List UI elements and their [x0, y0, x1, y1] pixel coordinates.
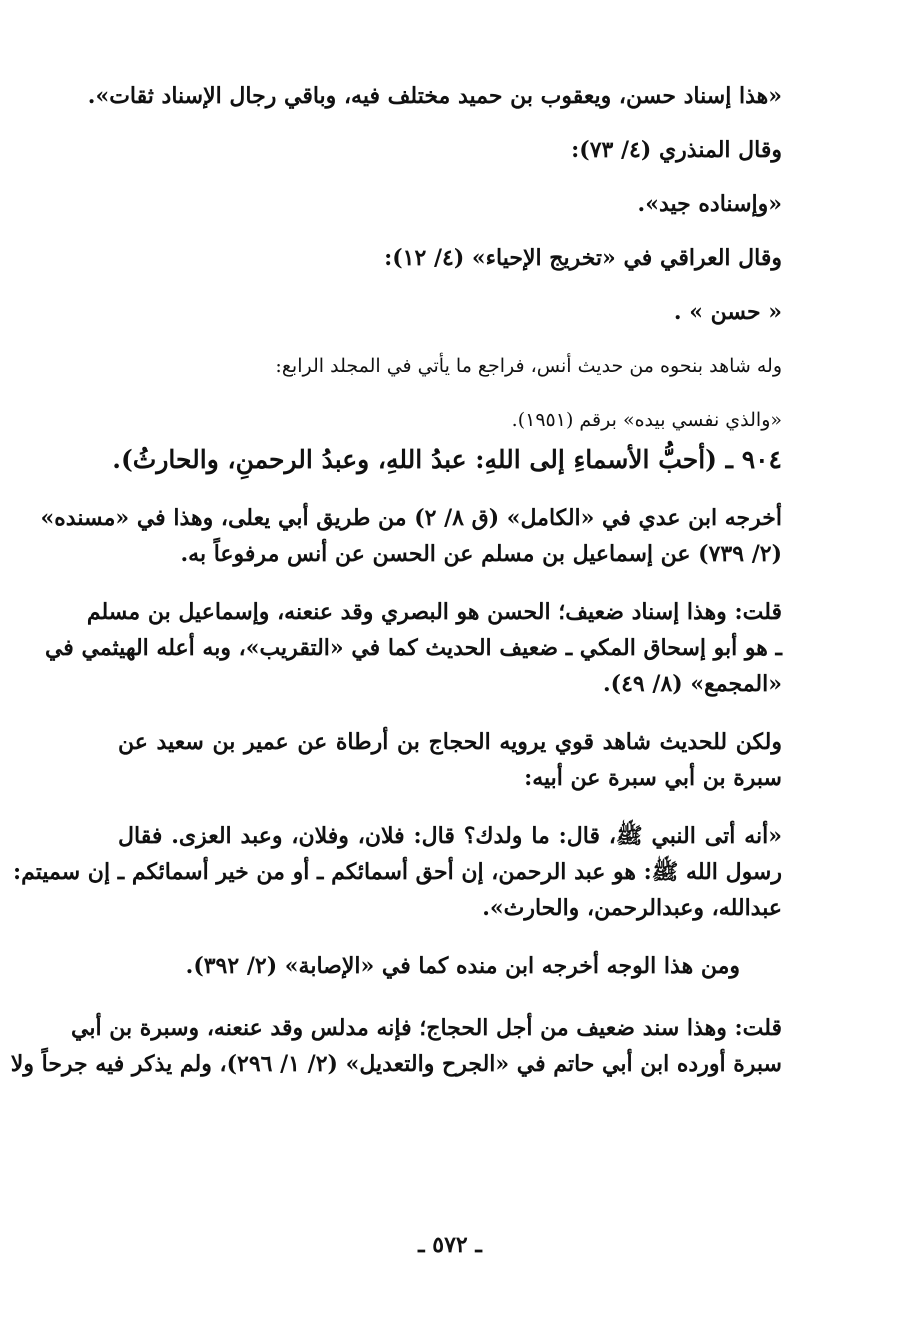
- quote-line: «أنه أتى النبي ﷺ، قال: ما ولدك؟ قال: فلان، وفلان، وعبد العزى. فقال: [118, 823, 782, 849]
- text-line: وقال المنذري (٤/ ٧٣):: [571, 137, 782, 163]
- paragraph-line: ـ هو أبو إسحاق المكي ـ ضعيف الحديث كما في «التقريب»، وبه أعله الهيثمي في: [44, 635, 782, 661]
- paragraph-line: «المجمع» (٨/ ٤٩).: [603, 671, 782, 697]
- text-line: وله شاهد بنحوه من حديث أنس، فراجع ما يأتي في المجلد الرابع:: [275, 355, 782, 377]
- quote-line: رسول الله ﷺ: هو عبد الرحمن، إن أحق أسمائكم ـ أو من خير أسمائكم ـ إن سميتم:: [12, 859, 782, 885]
- paragraph-line: قلت: وهذا إسناد ضعيف؛ الحسن هو البصري وقد عنعنه، وإسماعيل بن مسلم: [86, 599, 782, 625]
- page-number: ـ ٥٧٢ ـ: [418, 1232, 482, 1258]
- paragraph-line: ولكن للحديث شاهد قوي يرويه الحجاج بن أرطاة عن عمير بن سعيد عن: [118, 729, 782, 755]
- text-line: «والذي نفسي بيده» برقم (١٩٥١).: [511, 409, 782, 431]
- paragraph-line: أخرجه ابن عدي في «الكامل» (ق ٨/ ٢) من طريق أبي يعلى، وهذا في «مسنده»: [40, 505, 782, 531]
- page-body: [10, 78, 782, 1082]
- paragraph-line: سبرة أورده ابن أبي حاتم في «الجرح والتعديل» (٢/ ١/ ٢٩٦)، ولم يذكر فيه جرحاً ولا: [10, 1051, 782, 1077]
- text-line: وقال العراقي في «تخريج الإحياء» (٤/ ١٢):: [384, 245, 782, 271]
- quote-line: عبدالله، وعبدالرحمن، والحارث».: [482, 895, 782, 921]
- paragraph-line: قلت: وهذا سند ضعيف من أجل الحجاج؛ فإنه مدلس وقد عنعنه، وسبرة بن أبي: [71, 1015, 782, 1041]
- quote-line: «وإسناده جيد».: [637, 191, 782, 217]
- paragraph-line: سبرة بن أبي سبرة عن أبيه:: [524, 765, 782, 791]
- paragraph-line: ومن هذا الوجه أخرجه ابن منده كما في «الإصابة» (٢/ ٣٩٢).: [185, 953, 740, 979]
- paragraph-line: (٢/ ٧٣٩) عن إسماعيل بن مسلم عن الحسن عن أنس مرفوعاً به.: [180, 541, 782, 567]
- hadith-heading: ٩٠٤ ـ (أحبُّ الأسماءِ إلى اللهِ: عبدُ اللهِ، وعبدُ الرحمنِ، والحارثُ).: [112, 445, 782, 474]
- quote-line: « حسن » .: [673, 299, 782, 325]
- quote-line: «هذا إسناد حسن، ويعقوب بن حميد مختلف فيه، وباقي رجال الإسناد ثقات».: [87, 83, 782, 109]
